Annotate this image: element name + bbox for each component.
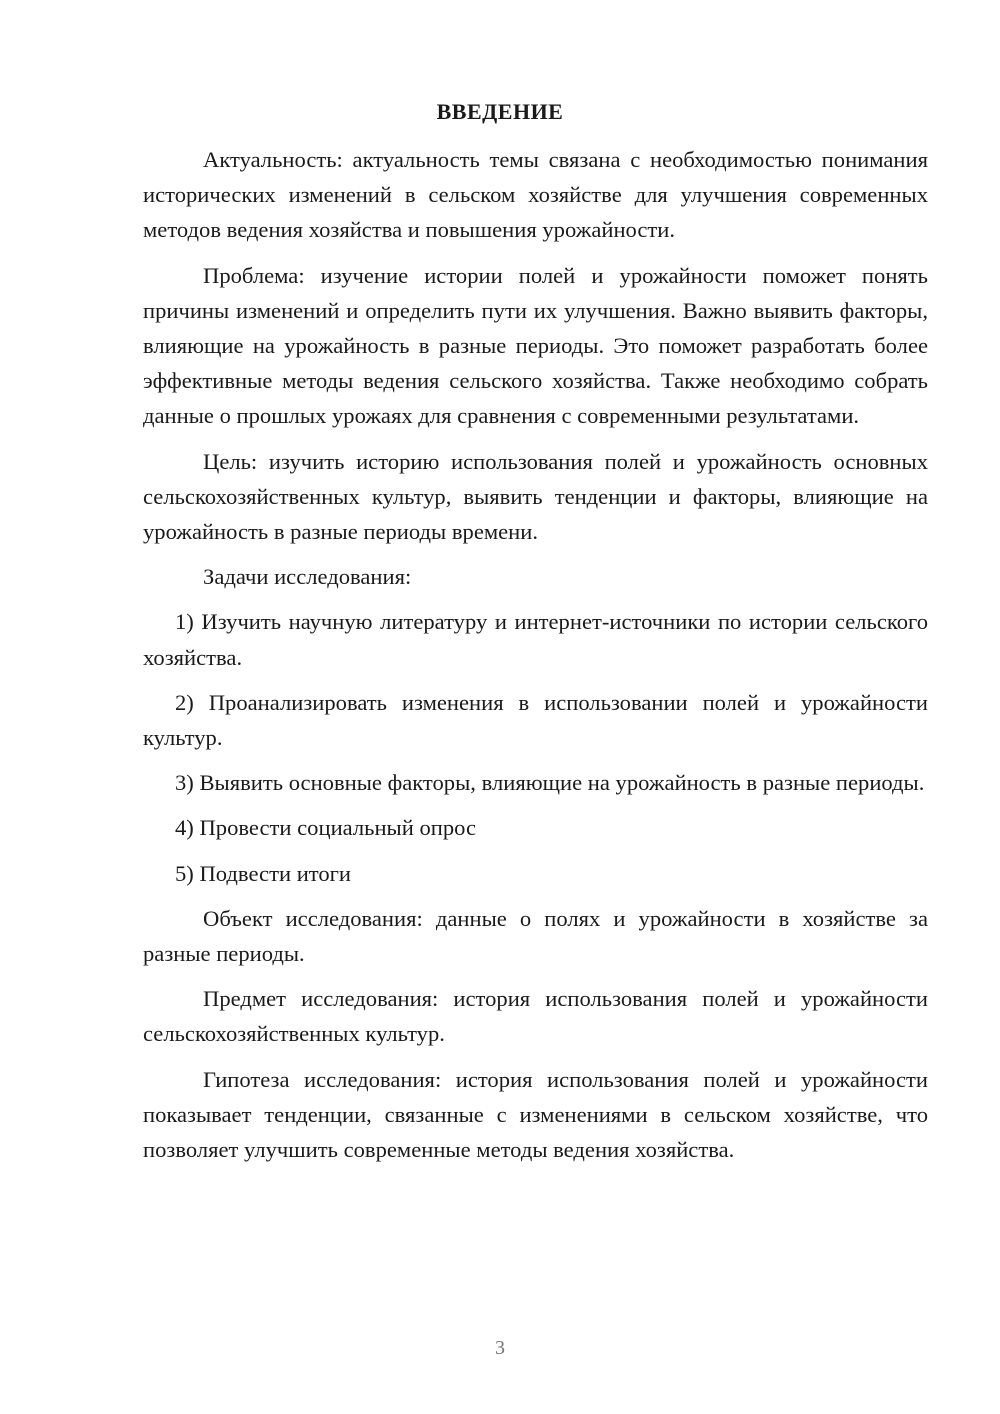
page-number: 3	[495, 1337, 505, 1359]
goal-paragraph: Цель: изучить историю использования полей и урожайность основных сельскохозяйственных культур, выявить тенденции и факторы, влияющие на урожайность в разные периоды времени.	[143, 448, 928, 545]
subject-paragraph: Предмет исследования: история использования полей и урожайности сельскохозяйственных культур.	[143, 986, 928, 1047]
problem-paragraph: Проблема: изучение истории полей и урожайности поможет понять причины изменений и определить пути их улучшения. Важно выявить факторы, влияющие на урожайность в разные периоды. Это поможет разработать более эффективные методы ведения сельского хозяйства. Также необходимо собрать данные о прошлых урожаях для сравнения с современными результатами.	[143, 262, 928, 429]
object-paragraph: Объект исследования: данные о полях и урожайности в хозяйстве за разные периоды.	[143, 905, 928, 967]
section-title: ВВЕДЕНИЕ	[436, 99, 564, 124]
task-item-5: 5) Подвести итоги	[175, 860, 352, 886]
relevance-paragraph: Актуальность: актуальность темы связана с необходимостью понимания исторических изменений в сельском хозяйстве для улучшения современных методов ведения хозяйства и повышения урожайности.	[143, 147, 928, 243]
document-body	[143, 142, 928, 1177]
hypothesis-paragraph: Гипотеза исследования: история использования полей и урожайности показывает тенденции, связанные с изменениями в сельском хозяйстве, что позволяет улучшить современные методы ведения хозяйства.	[143, 1066, 928, 1163]
tasks-heading: Задачи исследования:	[203, 564, 412, 590]
task-item-4: 4) Провести социальный опрос	[175, 815, 477, 841]
task-item-2: 2) Проанализировать изменения в использовании полей и урожайности культур.	[143, 689, 928, 751]
task-item-3: 3) Выявить основные факторы, влияющие на урожайность в разные периоды.	[175, 770, 925, 796]
task-item-1: 1) Изучить научную литературу и интернет-источники по истории сельского хозяйства.	[143, 609, 928, 670]
